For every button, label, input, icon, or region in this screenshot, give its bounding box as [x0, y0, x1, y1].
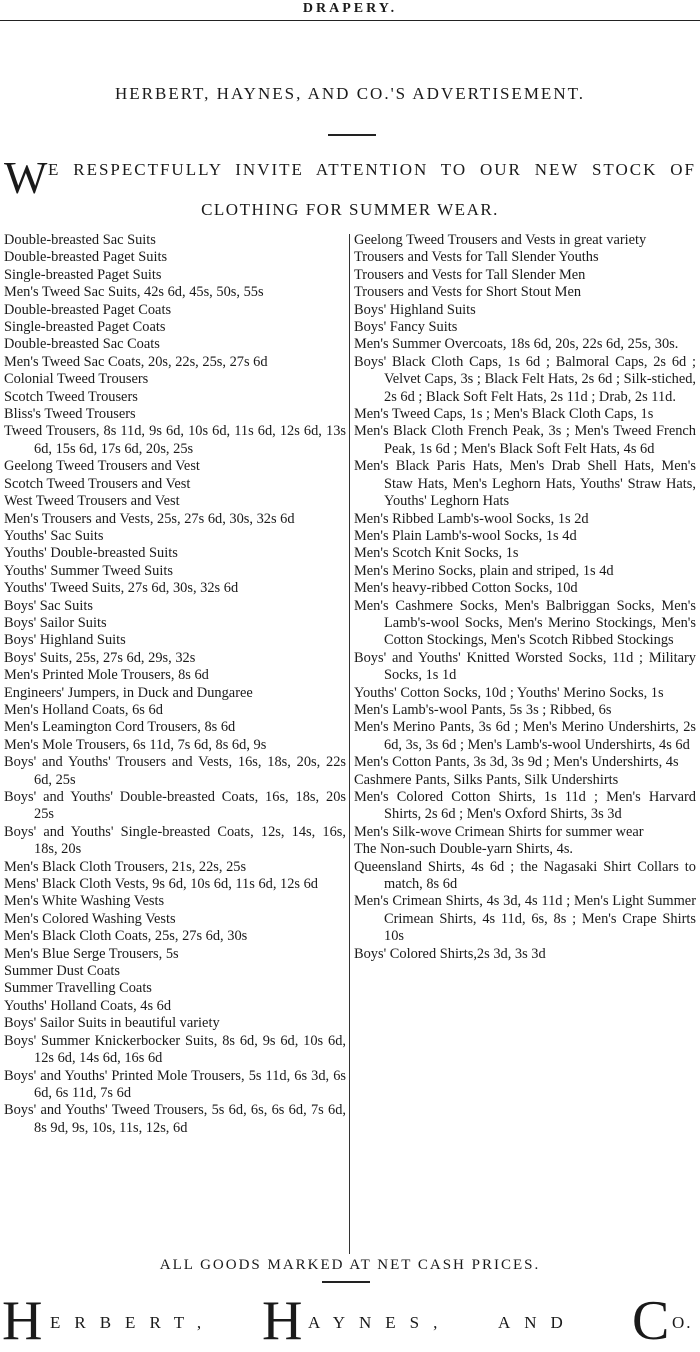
right-list-item: Men's Black Cloth French Peak, 3s ; Men's Tweed French Peak, 1s 6d ; Men's Black Soft Felt Hats, 4s 6d: [354, 423, 696, 457]
right-list-item: Boys' Black Cloth Caps, 1s 6d ; Balmoral Caps, 2s 6d ; Velvet Caps, 3s ; Black Felt Hats, 2s 6d ; Silk-stiched, 2s 6d ; Black Soft Felt Hats, 2s 11d ; Drab, 2s 11d.: [354, 353, 696, 405]
drop-cap-w: W: [4, 152, 48, 203]
running-head: DRAPERY.: [302, 1, 398, 16]
left-list-item: Double-breasted Sac Suits: [4, 232, 156, 248]
right-list-item: Men's Scotch Knit Socks, 1s: [354, 545, 519, 562]
left-list-item: Boys' Sailor Suits: [4, 614, 107, 631]
left-list-item: Men's White Washing Vests: [4, 893, 165, 910]
net-cash-notice: ALL GOODS MARKED AT NET CASH PRICES.: [159, 1257, 541, 1273]
left-list-item: Single-breasted Paget Suits: [4, 266, 162, 283]
left-list-item: Boys' and Youths' Trousers and Vests, 16s, 18s, 20s, 22s 6d, 25s: [4, 754, 346, 788]
left-list-item: Men's Leamington Cord Trousers, 8s 6d: [4, 719, 236, 736]
left-list-item: Men's Printed Mole Trousers, 8s 6d: [4, 667, 209, 684]
right-list-item: Boys' Fancy Suits: [354, 319, 458, 336]
title-divider: [328, 134, 376, 136]
right-list-item: Boys' Highland Suits: [354, 301, 476, 318]
right-price-list: [354, 232, 696, 963]
right-list-item: Men's Summer Overcoats, 18s 6d, 20s, 22s 6d, 25s, 30s.: [354, 336, 679, 353]
left-list-item: Men's Holland Coats, 6s 6d: [4, 701, 163, 718]
left-list-item: Bliss's Tweed Trousers: [4, 406, 136, 423]
left-price-list: [4, 232, 346, 1137]
invitation-line: [4, 152, 696, 203]
right-list-item: Trousers and Vests for Tall Slender Youths: [354, 249, 599, 266]
left-list-item: Youths' Double-breasted Suits: [4, 545, 178, 562]
left-list-item: West Tweed Trousers and Vest: [4, 493, 180, 510]
left-list-item: Boys' Suits, 25s, 27s 6d, 29s, 32s: [4, 649, 196, 666]
footer-initial-h: H: [2, 1290, 43, 1352]
left-list-item: Summer Travelling Coats: [4, 980, 152, 997]
column-divider: [349, 234, 350, 1254]
right-list-item: Men's Black Paris Hats, Men's Drab Shell Hats, Men's Staw Hats, Men's Leghorn Hats, Youths' Straw Hats, Youths' Leghorn Hats: [354, 458, 696, 510]
left-list-item: Tweed Trousers, 8s 11d, 9s 6d, 10s 6d, 11s 6d, 12s 6d, 13s 6d, 15s 6d, 17s 6d, 20s, 25s: [4, 423, 346, 457]
left-list-item: Colonial Tweed Trousers: [4, 371, 149, 388]
left-list-item: Boys' and Youths' Single-breasted Coats, 12s, 14s, 16s, 18s, 20s: [4, 823, 346, 858]
right-list-item: Men's Silk-wove Crimean Shirts for summer wear: [354, 823, 644, 840]
invitation-text: E RESPECTFULLY INVITE ATTENTION TO OUR NEW STOCK OF: [48, 160, 696, 179]
right-list-item: Men's Merino Socks, plain and striped, 1s 4d: [354, 562, 614, 579]
left-list-item: Men's Mole Trousers, 6s 11d, 7s 6d, 8s 6d, 9s: [4, 736, 267, 753]
left-list-item: Scotch Tweed Trousers and Vest: [4, 475, 191, 492]
left-list-item: Men's Trousers and Vests, 25s, 27s 6d, 30s, 32s 6d: [4, 510, 295, 527]
right-list-item: Boys' and Youths' Knitted Worsted Socks, 11d ; Military Socks, 1s 1d: [354, 649, 696, 684]
right-list-item: Men's Tweed Caps, 1s ; Men's Black Cloth Caps, 1s: [354, 406, 654, 423]
right-list-item: Men's Lamb's-wool Pants, 5s 3s ; Ribbed, 6s: [354, 701, 612, 718]
right-list-item: Men's Crimean Shirts, 4s 3d, 4s 11d ; Men's Light Summer Crimean Shirts, 4s 11d, 6s, 8s ; Men's Crape Shirts 10s: [354, 893, 696, 945]
left-list-item: Men's Black Cloth Trousers, 21s, 22s, 25s: [4, 858, 247, 875]
footer-herbert: ERBERT,: [50, 1313, 216, 1332]
top-rule: [0, 20, 700, 21]
right-list-item: Men's Plain Lamb's-wool Socks, 1s 4d: [354, 527, 577, 544]
left-list-item: Men's Tweed Sac Coats, 20s, 22s, 25s, 27s 6d: [4, 353, 268, 370]
right-list-item: Men's Colored Cotton Shirts, 1s 11d ; Men's Harvard Shirts, 2s 6d ; Men's Oxford Shirts, 3s 3d: [354, 789, 696, 823]
right-list-item: Men's Cotton Pants, 3s 3d, 3s 9d ; Men's Undershirts, 4s: [354, 754, 679, 771]
left-list-item: Men's Colored Washing Vests: [4, 910, 176, 927]
right-list-item: Cashmere Pants, Silks Pants, Silk Undershirts: [354, 771, 619, 788]
clothing-subtitle: CLOTHING FOR SUMMER WEAR.: [201, 200, 499, 219]
advertisement-title: HERBERT, HAYNES, AND CO.'S ADVERTISEMENT.: [115, 84, 585, 103]
right-list-item: Men's Merino Pants, 3s 6d ; Men's Merino Undershirts, 2s 6d, 3s, 3s 6d ; Men's Lamb's-wool Undershirts, 4s 6d: [354, 719, 696, 753]
left-list-item: Summer Dust Coats: [4, 963, 120, 980]
left-list-item: Youths' Summer Tweed Suits: [4, 562, 173, 579]
left-list-item: Boys' Highland Suits: [4, 632, 126, 649]
left-list-item: Mens' Black Cloth Vests, 9s 6d, 10s 6d, 11s 6d, 12s 6d: [4, 876, 319, 893]
left-list-item: Boys' Sailor Suits in beautiful variety: [4, 1015, 220, 1032]
footer-co: O.: [672, 1313, 693, 1332]
right-list-item: The Non-such Double-yarn Shirts, 4s.: [354, 841, 574, 858]
left-list-item: Double-breasted Sac Coats: [4, 336, 160, 353]
left-list-item: Men's Black Cloth Coats, 25s, 27s 6d, 30s: [4, 928, 248, 945]
left-list-item: Men's Blue Serge Trousers, 5s: [4, 945, 179, 962]
right-list-item: Men's heavy-ribbed Cotton Socks, 10d: [354, 580, 578, 597]
left-list-item: Boys' and Youths' Double-breasted Coats, 16s, 18s, 20s 25s: [4, 789, 346, 823]
left-list-item: Boys' and Youths' Tweed Trousers, 5s 6d, 6s, 6s 6d, 7s 6d, 8s 9d, 9s, 10s, 11s, 12s, 6d: [4, 1102, 346, 1136]
left-list-item: Single-breasted Paget Coats: [4, 319, 166, 336]
left-list-item: Scotch Tweed Trousers: [4, 388, 138, 405]
right-list-item: Queensland Shirts, 4s 6d ; the Nagasaki Shirt Collars to match, 8s 6d: [354, 858, 696, 893]
footer-initial-haynes: H: [262, 1290, 303, 1352]
footer-divider: [322, 1281, 370, 1283]
left-list-item: Men's Tweed Sac Suits, 42s 6d, 45s, 50s, 55s: [4, 284, 264, 301]
right-list-item: Geelong Tweed Trousers and Vests in great variety: [354, 232, 647, 248]
footer-and: AND: [498, 1313, 577, 1332]
footer-initial-co: C: [632, 1290, 670, 1352]
right-list-item: Youths' Cotton Socks, 10d ; Youths' Merino Socks, 1s: [354, 684, 664, 701]
right-list-item: Boys' Colored Shirts,2s 3d, 3s 3d: [354, 945, 546, 962]
left-list-item: Boys' Summer Knickerbocker Suits, 8s 6d, 9s 6d, 10s 6d, 12s 6d, 14s 6d, 16s 6d: [4, 1032, 346, 1067]
left-list-item: Boys' Sac Suits: [4, 597, 93, 614]
left-list-item: Double-breasted Paget Suits: [4, 249, 168, 266]
footer-haynes: AYNES,: [308, 1313, 452, 1332]
right-list-item: Men's Ribbed Lamb's-wool Socks, 1s 2d: [354, 510, 589, 527]
left-list-item: Youths' Sac Suits: [4, 527, 104, 544]
left-list-item: Geelong Tweed Trousers and Vest: [4, 458, 200, 475]
right-list-item: Trousers and Vests for Tall Slender Men: [354, 266, 586, 283]
left-list-item: Double-breasted Paget Coats: [4, 301, 172, 318]
right-list-item: Trousers and Vests for Short Stout Men: [354, 284, 582, 301]
left-list-item: Boys' and Youths' Printed Mole Trousers, 5s 11d, 6s 3d, 6s 6d, 6s 11d, 7s 6d: [4, 1067, 346, 1101]
left-list-item: Youths' Holland Coats, 4s 6d: [4, 997, 172, 1014]
firm-signature: [0, 1290, 700, 1352]
left-list-item: Engineers' Jumpers, in Duck and Dungaree: [4, 684, 253, 701]
left-list-item: Youths' Tweed Suits, 27s 6d, 30s, 32s 6d: [4, 580, 239, 597]
right-list-item: Men's Cashmere Socks, Men's Balbriggan Socks, Men's Lamb's-wool Socks, Men's Merino Stockings, Men's Cotton Stockings, Men's Scotch Ribbed Stockings: [354, 597, 696, 649]
